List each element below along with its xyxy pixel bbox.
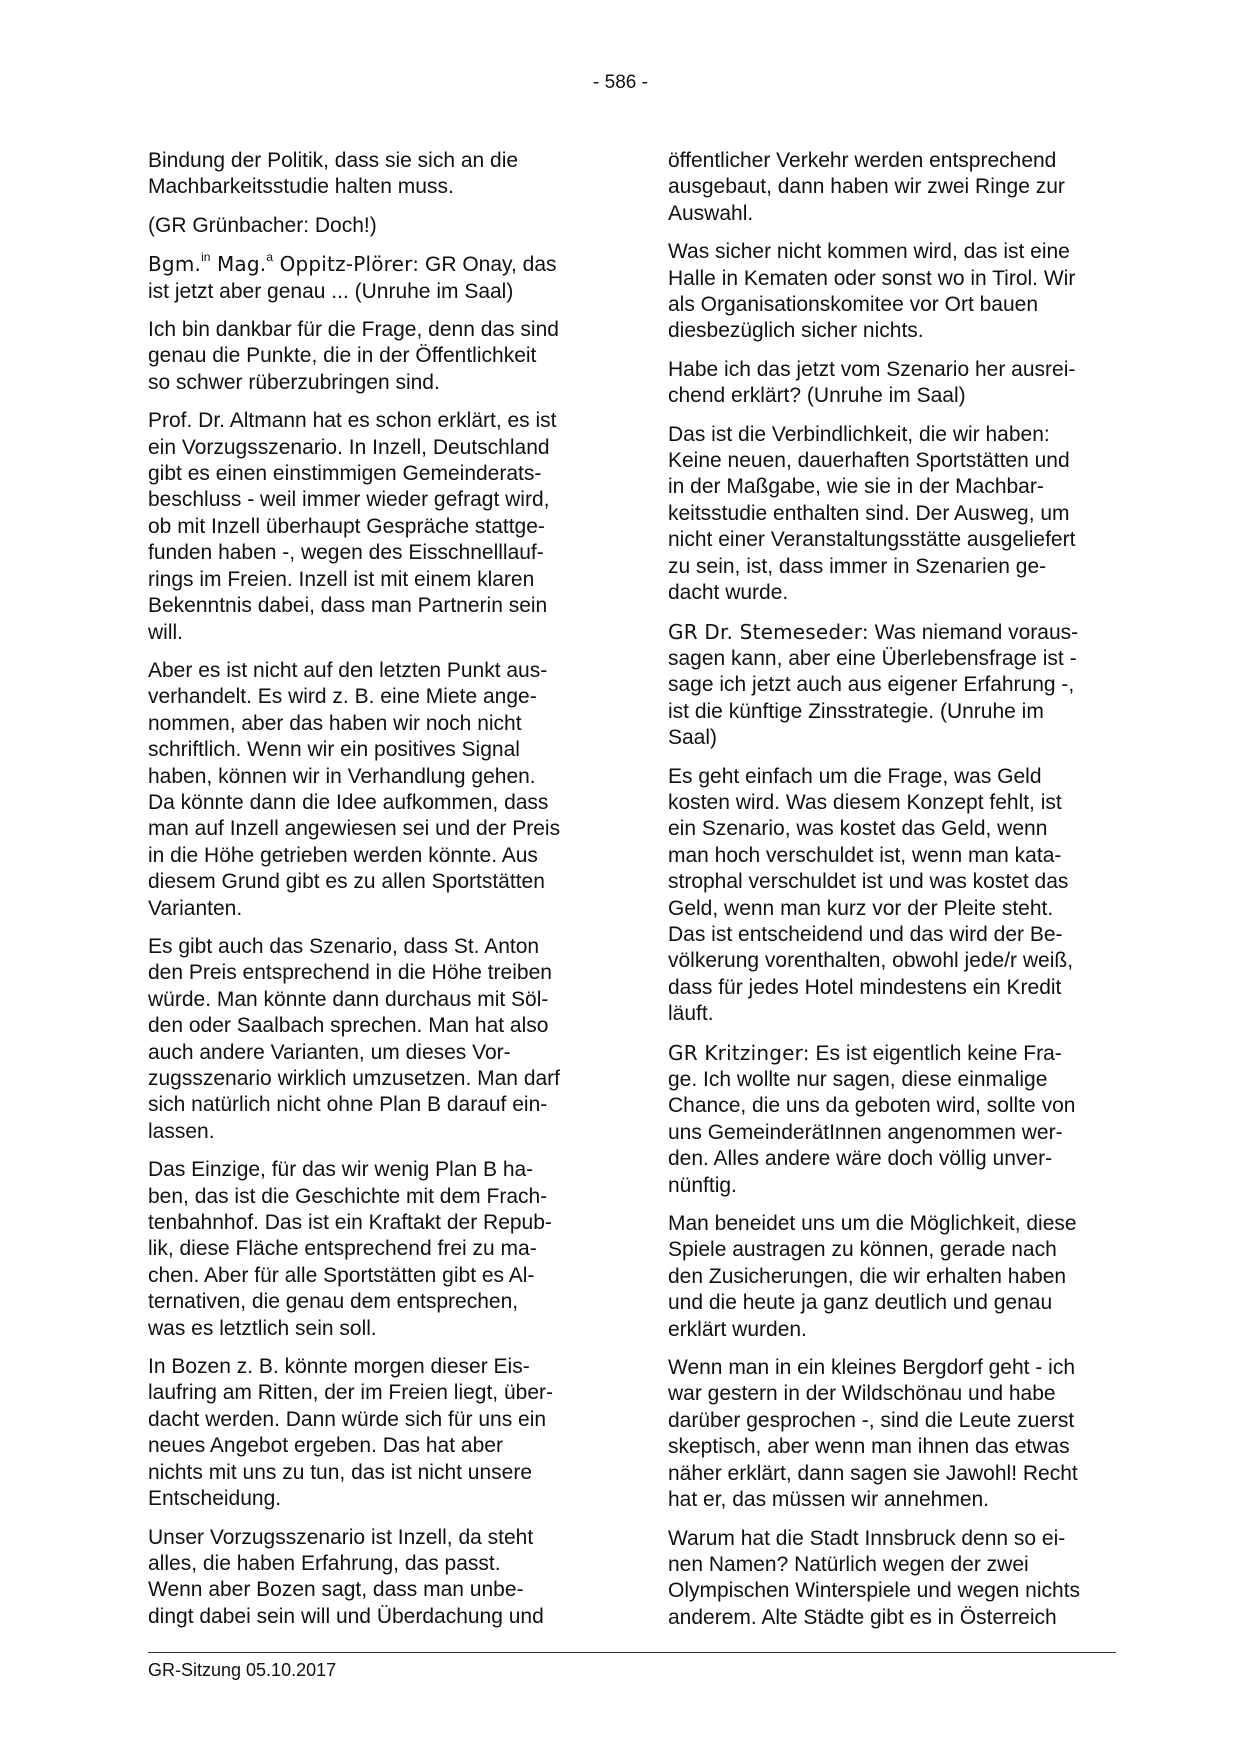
paragraph: öffentlicher Verkehr werden entsprechend ausgebaut, dann haben wir zwei Ringe zur Auswahl. xyxy=(668,149,1065,225)
footer-session-date: GR-Sitzung 05.10.2017 xyxy=(148,1660,337,1680)
paragraph: Ich bin dankbar für die Frage, denn das sind genau die Punkte, die in der Öffentlichkeit so schwer rüberzubringen sind. xyxy=(148,318,559,394)
footer-divider xyxy=(148,1652,1116,1653)
speech-text: Es ist eigentlich keine Fra- ge. Ich wollte nur sagen, diese einmalige Chance, die uns da geboten wird, sollte von uns GemeinderätInnen angenommen wer- den. Alles andere wäre doch völlig unver- nünftig. xyxy=(668,1041,1076,1197)
speaker-title: Bgm. xyxy=(148,252,202,277)
paragraph: Bindung der Politik, dass sie sich an die Machbarkeitsstudie halten muss. xyxy=(148,149,519,199)
interjection: (GR Grünbacher: Doch!) xyxy=(148,213,377,237)
speaker-title: Mag. xyxy=(210,252,267,277)
paragraph: Unser Vorzugsszenario ist Inzell, da steht alles, die haben Erfahrung, das passt. Wenn aber Bozen sagt, dass man unbe- dingt dabei sein will und Überdachung und xyxy=(148,1525,544,1628)
right-column xyxy=(668,148,1120,1643)
paragraph: In Bozen z. B. könnte morgen dieser Eis- laufring am Ritten, der im Freien liegt, über- dacht werden. Dann würde sich für uns ein neues Angebot ergeben. Das hat aber nichts mit uns zu tun, das ist nicht unsere Entscheidung. xyxy=(148,1355,553,1511)
paragraph: Man beneidet uns um die Möglichkeit, diese Spiele austragen zu können, gerade nach den Zusicherungen, die wir erhalten haben und die heute ja ganz deutlich und genau erklärt wurden. xyxy=(668,1212,1077,1341)
paragraph: Aber es ist nicht auf den letzten Punkt aus- verhandelt. Es wird z. B. eine Miete ange- nommen, aber das haben wir noch nicht schriftlich. Wenn wir ein positives Signal haben, können wir in Verhandlung gehen. Da könnte dann die Idee aufkommen, dass man auf Inzell angewiesen sei und der Preis in die Höhe getrieben werden könnte. Aus diesem Grund gibt es zu allen Sportstätten Varianten. xyxy=(148,658,561,920)
paragraph: Wenn man in ein kleines Bergdorf geht - ich war gestern in der Wildschönau und habe darüber gesprochen -, sind die Leute zuerst skeptisch, aber wenn man ihnen das etwas näher erklärt, dann sagen sie Jawohl! Recht hat er, das müssen wir annehmen. xyxy=(668,1356,1078,1512)
paragraph: Das ist die Verbindlichkeit, die wir haben: Keine neuen, dauerhaften Sportstätten und in der Maßgabe, wie sie in der Machbar- keitsstudie enthalten sind. Der Ausweg, um nicht einer Veranstaltungsstätte ausgeliefert zu sein, ist, dass immer in Szenarien ge- dacht wurde. xyxy=(668,422,1076,605)
left-column xyxy=(148,148,600,1642)
paragraph: Warum hat die Stadt Innsbruck denn so ei- nen Namen? Natürlich wegen der zwei Olympischen Winterspiele und wegen nichts anderem. Alte Städte gibt es in Österreich xyxy=(668,1526,1081,1629)
speech-text: GR Onay, das ist jetzt aber genau ... (Unruhe im Saal) xyxy=(148,253,557,303)
speech-text: Was niemand voraus- sagen kann, aber eine Überlebensfrage ist - sage ich jetzt auch aus eigener Erfahrung -, ist die künftige Zinsstrategie. (Unruhe im Saal) xyxy=(668,620,1079,750)
speaker-name: GR Dr. Stemeseder: xyxy=(668,619,869,644)
paragraph: Was sicher nicht kommen wird, das ist eine Halle in Kematen oder sonst wo in Tirol. Wir als Organisationskomitee vor Ort bauen diesbezüglich sicher nichts. xyxy=(668,240,1076,343)
paragraph: Es gibt auch das Szenario, dass St. Anton den Preis entsprechend in die Höhe treiben würde. Man könnte dann durchaus mit Söl- den oder Saalbach sprechen. Man hat also auch andere Varianten, um dieses Vor- zugsszenario wirklich umzusetzen. Man darf sich natürlich nicht ohne Plan B darauf ein- lassen. xyxy=(148,934,561,1143)
paragraph: Es geht einfach um die Frage, was Geld kosten wird. Was diesem Konzept fehlt, ist ein Szenario, was kostet das Geld, wenn man hoch verschuldet ist, wenn man kata- strophal verschuldet ist und was kostet das Geld, wenn man kurz vor der Pleite steht. Das ist entscheidend und das wird der Be- völkerung vorenthalten, obwohl jede/r weiß, dass für jedes Hotel mindestens ein Kredit läuft. xyxy=(668,764,1074,1026)
page-number: - 586 - xyxy=(593,72,648,93)
superscript: a xyxy=(266,250,274,265)
superscript: in xyxy=(201,250,211,265)
speaker-name: Oppitz-Plörer: xyxy=(273,252,420,277)
speaker-paragraph xyxy=(668,619,1120,752)
speaker-paragraph xyxy=(148,251,600,305)
paragraph: Habe ich das jetzt vom Szenario her ausrei- chend erklärt? (Unruhe im Saal) xyxy=(668,357,1076,408)
paragraph: Prof. Dr. Altmann hat es schon erklärt, es ist ein Vorzugsszenario. In Inzell, Deutschland gibt es einen einstimmigen Gemeinderats- beschluss - weil immer wieder gefragt wird, ob mit Inzell überhaupt Gespräche stattge- funden haben -, wegen des Eisschnelllauf- rings im Freien. Inzell ist mit einem klaren Bekenntnis dabei, dass man Partnerin sein will. xyxy=(148,409,557,644)
paragraph: Das Einzige, für das wir wenig Plan B ha- ben, das ist die Geschichte mit dem Frach- tenbahnhof. Das ist ein Kraftakt der Repub- lik, diese Fläche entsprechend frei zu ma- chen. Aber für alle Sportstätten gibt es Al- ternativen, die genau dem entsprechen, was es letztlich sein soll. xyxy=(148,1158,552,1340)
speaker-paragraph xyxy=(668,1040,1120,1199)
speaker-name: GR Kritzinger: xyxy=(668,1040,810,1065)
